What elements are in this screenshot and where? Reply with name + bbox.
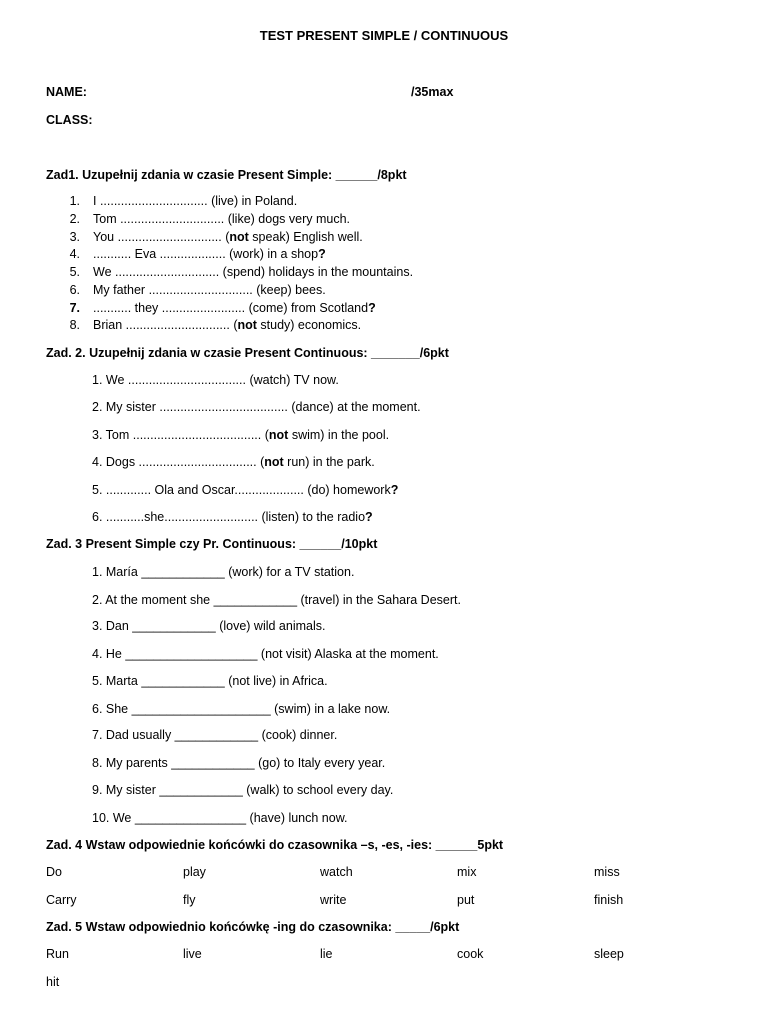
zad2-item	[92, 483, 398, 497]
zad1-item-text	[93, 230, 363, 244]
zad2-item-pre: 3. Tom ..................................... (	[92, 428, 269, 442]
zad3-item: 4. He ___________________ (not visit) Alaska at the moment.	[92, 647, 439, 661]
zad1-item-number: 2.	[69, 212, 80, 226]
zad1-item-number: 7.	[69, 301, 80, 315]
zad5-word: live	[183, 947, 202, 961]
zad1-item-number: 3.	[69, 230, 80, 244]
name-label: NAME:	[46, 85, 87, 99]
zad3-heading: Zad. 3 Present Simple czy Pr. Continuous: ______/10pkt	[46, 537, 378, 551]
zad1-item-number: 4.	[69, 247, 80, 261]
zad3-item: 3. Dan ____________ (love) wild animals.	[92, 619, 326, 633]
zad2-item-emph: not	[268, 428, 289, 442]
zad3-item: 9. My sister ____________ (walk) to school every day.	[92, 783, 394, 797]
zad2-item-emph: ?	[390, 483, 399, 497]
zad2-item-pre: 5. ............. Ola and Oscar.................... (do) homework	[92, 483, 391, 497]
zad2-item-pre: 2. My sister ..................................... (dance) at the moment.	[92, 400, 421, 414]
zad4-word: put	[457, 893, 475, 907]
zad4-word: finish	[594, 893, 624, 907]
zad4-word: fly	[183, 893, 196, 907]
zad3-item: 1. María ____________ (work) for a TV station.	[92, 565, 355, 579]
zad1-item-text	[93, 247, 326, 261]
zad1-item-pre: Brian .............................. (	[93, 318, 238, 332]
zad3-item: 2. At the moment she ____________ (travel) in the Sahara Desert.	[92, 593, 461, 607]
zad1-item-pre: ........... Eva ................... (work) in a shop	[93, 247, 319, 261]
zad4-word: write	[320, 893, 347, 907]
page-title: TEST PRESENT SIMPLE / CONTINUOUS	[259, 28, 509, 43]
zad1-item-number: 8.	[69, 318, 80, 332]
zad1-item-text	[93, 283, 326, 297]
zad1-item-text	[93, 212, 350, 226]
zad4-word: watch	[320, 865, 353, 879]
zad2-item	[92, 400, 421, 414]
zad1-item-post: speak) English well.	[248, 230, 363, 244]
zad4-word: Do	[46, 865, 62, 879]
zad4-word: Carry	[46, 893, 77, 907]
zad5-word: lie	[320, 947, 333, 961]
zad1-item-pre: I ............................... (live) in Poland.	[93, 194, 298, 208]
zad2-item-pre: 4. Dogs .................................. (	[92, 455, 265, 469]
zad2-item-pre: 1. We .................................. (watch) TV now.	[92, 373, 339, 387]
zad1-item-number: 1.	[69, 194, 80, 208]
zad4-word: mix	[457, 865, 477, 879]
zad5-word: cook	[457, 947, 484, 961]
zad5-word: sleep	[594, 947, 624, 961]
zad3-item: 6. She ____________________ (swim) in a lake now.	[92, 702, 391, 716]
zad1-item-pre: We .............................. (spend) holidays in the mountains.	[93, 265, 414, 279]
zad2-item-emph: ?	[365, 510, 373, 524]
zad2-item	[92, 510, 373, 524]
zad1-item-text	[93, 318, 361, 332]
zad4-heading: Zad. 4 Wstaw odpowiednie końcówki do czasownika –s, -es, -ies: ______5pkt	[46, 838, 504, 852]
zad1-item-number: 6.	[69, 283, 80, 297]
zad1-item-text	[93, 301, 376, 315]
zad2-item-emph: not	[264, 455, 284, 469]
zad1-item-pre: You .............................. (	[93, 230, 230, 244]
zad1-item-pre: ........... they ........................ (come) from Scotland	[93, 301, 369, 315]
zad1-item-emph: not	[237, 318, 257, 332]
zad1-item-emph: not	[229, 230, 249, 244]
zad1-item-text	[93, 194, 297, 208]
zad2-item-post: swim) in the pool.	[288, 428, 390, 442]
score-label: /35max	[411, 85, 454, 99]
zad3-item: 5. Marta ____________ (not live) in Africa.	[92, 674, 328, 688]
zad5-word: hit	[46, 975, 60, 989]
zad2-heading: Zad. 2. Uzupełnij zdania w czasie Present Continuous: _______/6pkt	[46, 346, 449, 360]
zad5-word: Run	[46, 947, 69, 961]
zad2-item	[92, 428, 389, 442]
zad1-item-pre: Tom .............................. (like) dogs very much.	[93, 212, 351, 226]
zad3-item: 7. Dad usually ____________ (cook) dinner.	[92, 728, 338, 742]
zad2-item	[92, 373, 339, 387]
zad2-item	[92, 455, 375, 469]
zad4-word: play	[183, 865, 206, 879]
zad1-item-text	[93, 265, 413, 279]
zad1-item-pre: My father .............................. (keep) bees.	[93, 283, 326, 297]
zad4-word: miss	[594, 865, 620, 879]
zad3-item: 10. We ________________ (have) lunch now.	[92, 811, 348, 825]
zad1-item-emph: ?	[318, 247, 326, 261]
zad3-item: 8. My parents ____________ (go) to Italy every year.	[92, 756, 386, 770]
zad1-heading: Zad1. Uzupełnij zdania w czasie Present Simple: ______/8pkt	[46, 168, 407, 182]
zad5-heading: Zad. 5 Wstaw odpowiednio końcówkę -ing do czasownika: _____/6pkt	[46, 920, 460, 934]
zad2-item-pre: 6. ...........she........................... (listen) to the radio	[92, 510, 366, 524]
class-label: CLASS:	[46, 113, 93, 127]
zad2-item-post: run) in the park.	[283, 455, 375, 469]
zad1-item-number: 5.	[69, 265, 80, 279]
zad1-item-emph: ?	[368, 301, 376, 315]
zad1-item-post: study) economics.	[256, 318, 362, 332]
